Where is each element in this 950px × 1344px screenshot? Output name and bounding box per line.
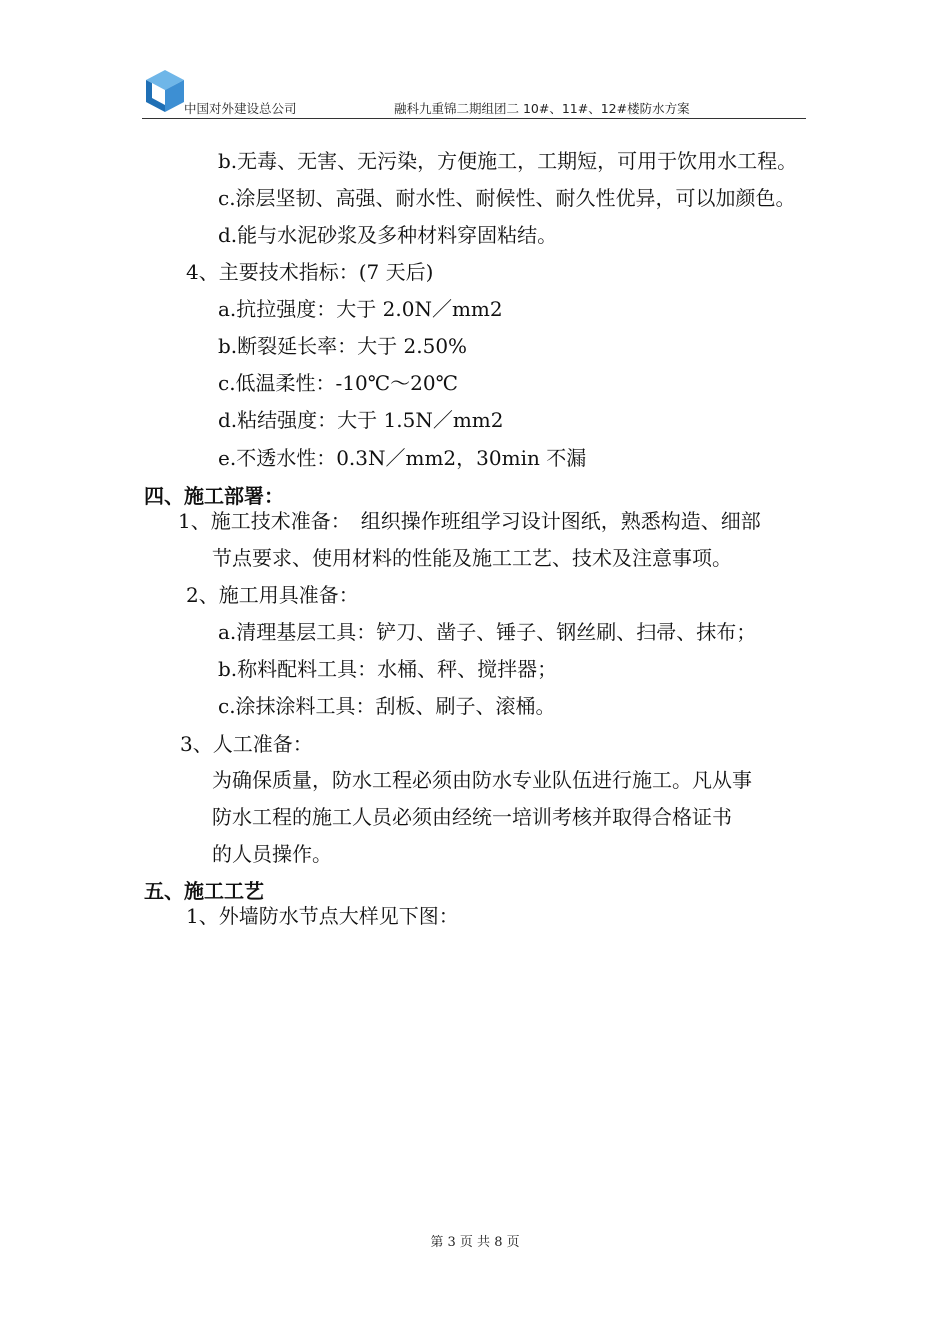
- section-heading: 五、施工工艺: [144, 879, 264, 903]
- page-header: [142, 62, 806, 120]
- header-project-title: 融科九重锦二期组团二 10#、11#、12#楼防水方案: [394, 101, 690, 116]
- cube-logo-icon: [142, 68, 188, 114]
- header-company: 中国对外建设总公司: [184, 101, 297, 116]
- text-line: c.涂层坚韧、高强、耐水性、耐候性、耐久性优异，可以加颜色。: [218, 186, 796, 210]
- text-line: 3、人工准备：: [180, 732, 313, 756]
- text-line: e.不透水性：0.3N／mm2，30min 不漏: [218, 446, 587, 470]
- text-line: 2、施工用具准备：: [186, 583, 359, 607]
- text-line: a.清理基层工具：铲刀、凿子、锤子、钢丝刷、扫帚、抹布；: [218, 620, 757, 644]
- text-line: a.抗拉强度：大于 2.0N／mm2: [218, 297, 503, 321]
- page-footer: 第 3 页 共 8 页: [430, 1235, 520, 1250]
- header-divider: [142, 118, 806, 119]
- section-heading: 四、施工部署：: [144, 484, 284, 508]
- text-line: 的人员操作。: [212, 842, 332, 866]
- text-line: 为确保质量，防水工程必须由防水专业队伍进行施工。凡从事: [212, 768, 752, 792]
- text-line: 4、主要技术指标：(7 天后): [186, 260, 434, 284]
- text-line: 1、施工技术准备： 组织操作班组学习设计图纸，熟悉构造、细部: [178, 509, 761, 533]
- text-line: b.断裂延长率：大于 2.50%: [218, 334, 468, 358]
- text-line: c.涂抹涂料工具：刮板、刷子、滚桶。: [218, 694, 556, 718]
- text-line: 1、外墙防水节点大样见下图：: [186, 904, 459, 928]
- text-line: 节点要求、使用材料的性能及施工工艺、技术及注意事项。: [212, 546, 732, 570]
- text-line: d.粘结强度：大于 1.5N／mm2: [218, 408, 504, 432]
- text-line: 防水工程的施工人员必须由经统一培训考核并取得合格证书: [212, 805, 732, 829]
- text-line: c.低温柔性：-10℃～20℃: [218, 371, 458, 395]
- text-line: d.能与水泥砂浆及多种材料穿固粘结。: [218, 223, 558, 247]
- text-line: b.称料配料工具：水桶、秤、搅拌器；: [218, 657, 558, 681]
- text-line: b.无毒、无害、无污染，方便施工，工期短，可用于饮用水工程。: [218, 149, 798, 173]
